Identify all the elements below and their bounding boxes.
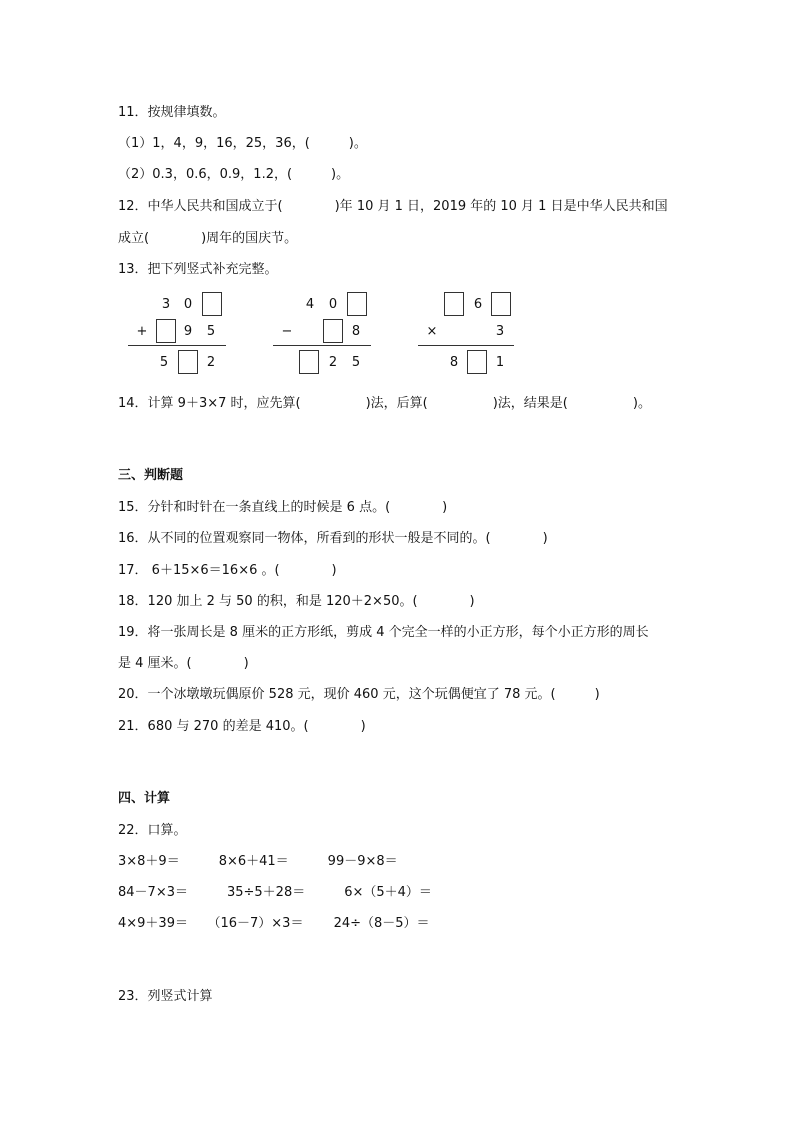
- q16-text: 16．从不同的位置观察同一物体，所看到的形状一般是不同的。( ): [118, 531, 548, 546]
- section-calculation: 四、计算: [118, 791, 171, 806]
- answer-box[interactable]: [444, 292, 464, 316]
- q20-text: 20．一个冰墩墩玩偶原价 528 元，现价 460 元，这个玩偶便宜了 78 元。( ): [118, 687, 600, 702]
- q23-title: 23．列竖式计算: [118, 989, 213, 1004]
- difference-line: [273, 345, 371, 346]
- digit: 6: [473, 297, 483, 312]
- digit: 3: [161, 297, 171, 312]
- plus-sign: +: [136, 324, 148, 339]
- sum-line: [128, 345, 226, 346]
- digit: 2: [206, 355, 216, 370]
- digit: 8: [449, 355, 459, 370]
- q12-line1: 12．中华人民共和国成立于( )年 10 月 1 日，2019 年的 10 月 1 日是中华人民共和国: [118, 199, 668, 214]
- q19-line1: 19．将一张周长是 8 厘米的正方形纸，剪成 4 个完全一样的小正方形，每个小正方形的周长: [118, 625, 649, 640]
- q11-part1: （1）1，4，9，16，25，36，( )。: [118, 136, 367, 151]
- q12-line2: 成立( )周年的国庆节。: [118, 231, 298, 246]
- digit: 0: [328, 297, 338, 312]
- digit: 0: [183, 297, 193, 312]
- section-true-false: 三、判断题: [118, 468, 184, 483]
- digit: 5: [159, 355, 169, 370]
- q13-title: 13．把下列竖式补充完整。: [118, 262, 278, 277]
- digit: 1: [495, 355, 505, 370]
- digit: 4: [305, 297, 315, 312]
- digit: 2: [328, 355, 338, 370]
- times-sign: ×: [426, 324, 438, 339]
- q17-text: 17． 6＋15×6＝16×6 。( ): [118, 563, 337, 578]
- answer-box[interactable]: [178, 350, 198, 374]
- minus-sign: −: [281, 324, 293, 339]
- digit: 3: [495, 324, 505, 339]
- q22-row3: 4×9＋39＝ （16－7）×3＝ 24÷（8－5）＝: [118, 916, 430, 931]
- q11-title: 11．按规律填数。: [118, 105, 226, 120]
- digit: 9: [183, 324, 193, 339]
- q15-text: 15．分针和时针在一条直线上的时候是 6 点。( ): [118, 500, 448, 515]
- q11-part2: （2）0.3，0.6，0.9，1.2，( )。: [118, 167, 350, 182]
- q18-text: 18．120 加上 2 与 50 的积，和是 120＋2×50。( ): [118, 594, 475, 609]
- digit: 8: [351, 324, 361, 339]
- q21-text: 21．680 与 270 的差是 410。( ): [118, 719, 366, 734]
- answer-box[interactable]: [467, 350, 487, 374]
- answer-box[interactable]: [323, 319, 343, 343]
- digit: 5: [351, 355, 361, 370]
- q14-text: 14．计算 9＋3×7 时，应先算( )法，后算( )法，结果是( )。: [118, 396, 651, 411]
- answer-box[interactable]: [299, 350, 319, 374]
- product-line: [418, 345, 514, 346]
- answer-box[interactable]: [202, 292, 222, 316]
- answer-box[interactable]: [156, 319, 176, 343]
- q19-line2: 是 4 厘米。( ): [118, 656, 249, 671]
- answer-box[interactable]: [491, 292, 511, 316]
- q22-row1: 3×8＋9＝ 8×6＋41＝ 99－9×8＝: [118, 854, 398, 869]
- answer-box[interactable]: [347, 292, 367, 316]
- q22-row2: 84－7×3＝ 35÷5＋28＝ 6×（5＋4）＝: [118, 885, 432, 900]
- digit: 5: [206, 324, 216, 339]
- q22-title: 22．口算。: [118, 823, 187, 838]
